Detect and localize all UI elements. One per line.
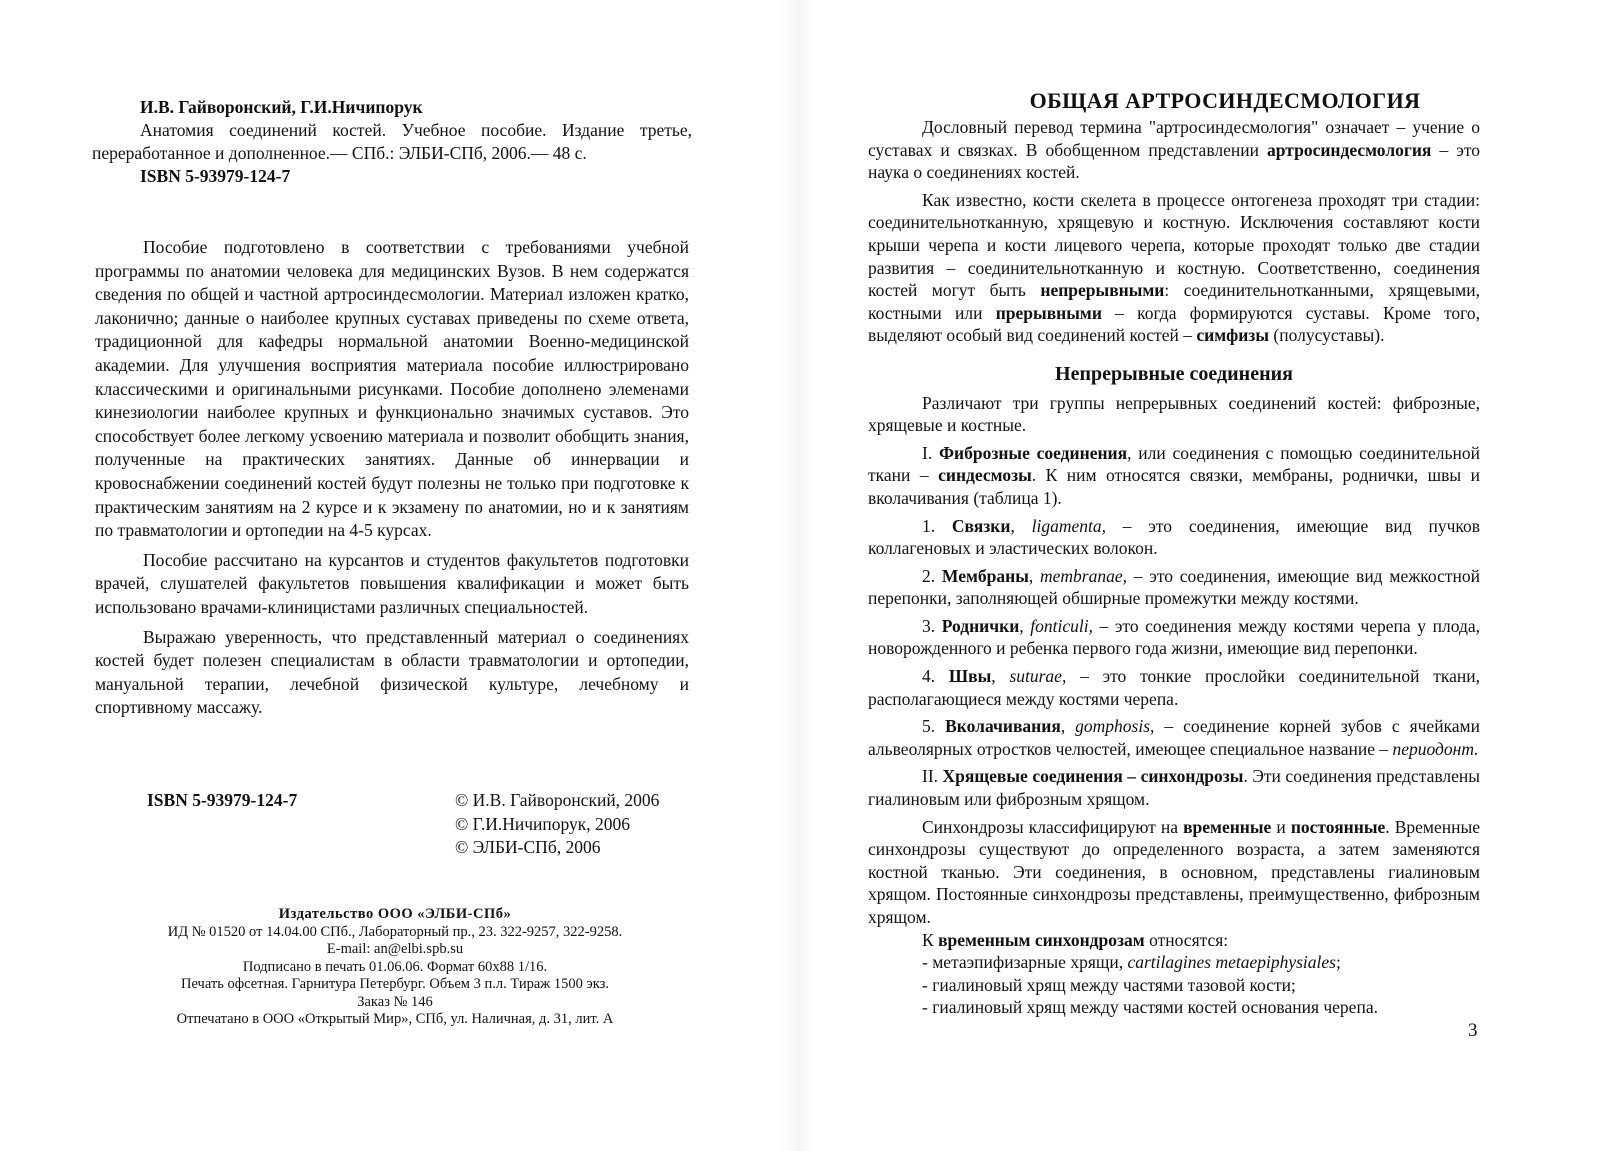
imprint-line: Подписано в печать 01.06.06. Формат 60х88 1/16. xyxy=(242,958,548,975)
term: временным синхондрозам xyxy=(938,929,1145,950)
term: временные xyxy=(1183,816,1272,837)
paragraph: Различают три группы непрерывных соединений костей: фиброзные, хрящевые и костные. xyxy=(868,392,1480,436)
paragraph: К временным синхондрозам относятся: xyxy=(922,929,1229,950)
abstract-paragraph: Выражаю уверенность, что представленный материал о соединениях костей будет полезен специалистам в области травматологии и ортопедии, мануальной терапии, лечебной физической культуре, лечебному и спортивному массажу. xyxy=(95,626,689,718)
copyright-line: © Г.И.Ничипорук, 2006 xyxy=(455,813,631,834)
paragraph: Синхондрозы классифицируют на временные и постоянные. Временные синхондрозы существуют до определенного возраста, а затем заменяются костной тканью. Эти соединения, в основном, представлены гиалиновым хрящом. Постоянные синхондрозы представлены, преимущественно, фиброзным хрящом. xyxy=(868,816,1480,927)
term: Фиброзные соединения xyxy=(938,442,1128,463)
abstract-paragraph: Пособие рассчитано на курсантов и студентов факультетов подготовки врачей, слушателей факультетов повышения квалификации и может быть использовано врачами-клиницистами различных специальностей. xyxy=(95,549,689,617)
imprint-line: Отпечатано в ООО «Открытый Мир», СПб, ул. Наличная, д. 31, лит. А xyxy=(176,1011,614,1027)
imprint xyxy=(95,906,695,1029)
paragraph: II. Хрящевые соединения – синхондрозы. Эти соединения представлены гиалиновым или фиброзным хрящом. xyxy=(868,766,1480,810)
isbn-bottom: ISBN 5-93979-124-7 xyxy=(147,790,298,810)
isbn-top: ISBN 5-93979-124-7 xyxy=(140,166,291,186)
list-item: 5. Вколачивания, gomphosis, – соединение корней зубов с ячейками альвеолярных отростков челюстей, имеющее специальное название – периодонт. xyxy=(868,716,1480,759)
list-item: 1. Связки, ligamenta, – это соединения, имеющие вид пучков коллагеновых и эластических волокон. xyxy=(868,515,1480,559)
term: артросиндесмология xyxy=(1267,139,1432,160)
right-page xyxy=(800,0,1600,1151)
term: Хрящевые соединения – синхондрозы xyxy=(942,766,1244,787)
abstract-paragraph: Пособие подготовлено в соответствии с требованиями учебной программы по анатомии человека для медицинских Вузов. В нем содержатся сведения по общей и частной артросиндесмологии. Материал изложен кратко, лаконично; данные о наиболее крупных суставах приведены по схеме ответа, традиционной для кафедры нормальной анатомии Военно-медицинской академии. Для улучшения восприятия материала пособие иллюстрировано классическими и оригинальными рисунками. Пособие дополнено элеменами кинезиологии наиболее крупных и функционально значимых суставов. Это способствует более легкому усвоению материала и позволит обобщить знания, полученные на практических занятиях. Данные об иннервации и кровоснабжении соединений костей будут полезны не только при подготовке к практическим занятиям на 2 курсе и к экзамену по анатомии, но и к занятиям по травматологии и ортопедии на 4-5 курсах. xyxy=(95,237,689,541)
term: постоянные xyxy=(1290,816,1386,837)
abstract xyxy=(95,236,689,726)
term: синдесмозы xyxy=(938,465,1032,486)
dash-list-item: - метаэпифизарные хрящи, cartilagines metaepiphysiales; xyxy=(922,952,1341,973)
imprint-line: E-mail: an@elbi.spb.su xyxy=(326,941,464,957)
list-item: 3. Роднички, fonticuli, – это соединения между костями черепа у плода, новорожденного и ребенка первого года жизни, имеющие вид перепонки. xyxy=(868,615,1480,659)
chapter-body xyxy=(868,116,1480,1019)
list-item: 2. Мембраны, membranae, – это соединения, имеющие вид межкостной перепонки, заполняющей обширные промежутки между костями. xyxy=(868,565,1480,609)
section-title: Непрерывные соединения xyxy=(1055,362,1293,385)
dash-list-item: - гиалиновый хрящ между частями тазовой кости; xyxy=(922,974,1296,995)
paragraph: Дословный перевод термина "артросиндесмология" означает – учение о суставах и связках. В обобщенном представлении артросиндесмология – это наука о соединениях костей. xyxy=(868,117,1480,183)
authors: И.В. Гайворонский, Г.И.Ничипорук xyxy=(140,97,423,117)
list-item: 4. Швы, suturae, – это тонкие прослойки соединительной ткани, располагающиеся между костями черепа. xyxy=(868,666,1481,709)
copyright-line: © ЭЛБИ-СПб, 2006 xyxy=(455,837,601,857)
chapter-title: ОБЩАЯ АРТРОСИНДЕСМОЛОГИЯ xyxy=(1029,88,1421,113)
page-number: 3 xyxy=(1468,1020,1478,1041)
publisher: Издательство ООО «ЭЛБИ-СПб» xyxy=(278,906,512,922)
term: симфизы xyxy=(1196,325,1270,346)
bibliographic-record xyxy=(92,96,692,188)
book-description: Анатомия соединений костей. Учебное пособие. Издание третье, переработанное и дополненное.— СПб.: ЭЛБИ-СПб, 2006.— 48 с. xyxy=(92,120,692,163)
copyright-list xyxy=(455,789,715,860)
term: прерывными xyxy=(995,302,1102,323)
imprint-line: Печать офсетная. Гарнитура Петербург. Объем 3 п.л. Тираж 1500 экз. xyxy=(181,976,609,992)
paragraph: Как известно, кости скелета в процессе онтогенеза проходят три стадии: соединительнотканную, хрящевую и костную. Исключения составляют кости крыши черепа и кости лицевого черепа, которые проходят только две стадии развития – соединительнотканную и костную. Соответственно, соединения костей могут быть непрерывными: соединительнотканными, хрящевыми, костными или прерывными – когда формируются суставы. Кроме того, выделяют особый вид соединений костей – симфизы (полусуставы). xyxy=(868,189,1480,346)
imprint-line: ИД № 01520 от 14.04.00 СПб., Лабораторный пр., 23. 322-9257, 322-9258. xyxy=(167,923,623,940)
paragraph: I. Фиброзные соединения, или соединения с помощью соединительной ткани – синдесмозы. К ним относятся связки, мембраны, роднички, швы и вколачивания (таблица 1). xyxy=(868,442,1480,508)
term: непрерывными xyxy=(1040,280,1165,301)
dash-list-item: - гиалиновый хрящ между частями костей основания черепа. xyxy=(922,997,1378,1018)
imprint-line: Заказ № 146 xyxy=(357,993,433,1010)
copyright-line: © И.В. Гайворонский, 2006 xyxy=(455,790,660,810)
